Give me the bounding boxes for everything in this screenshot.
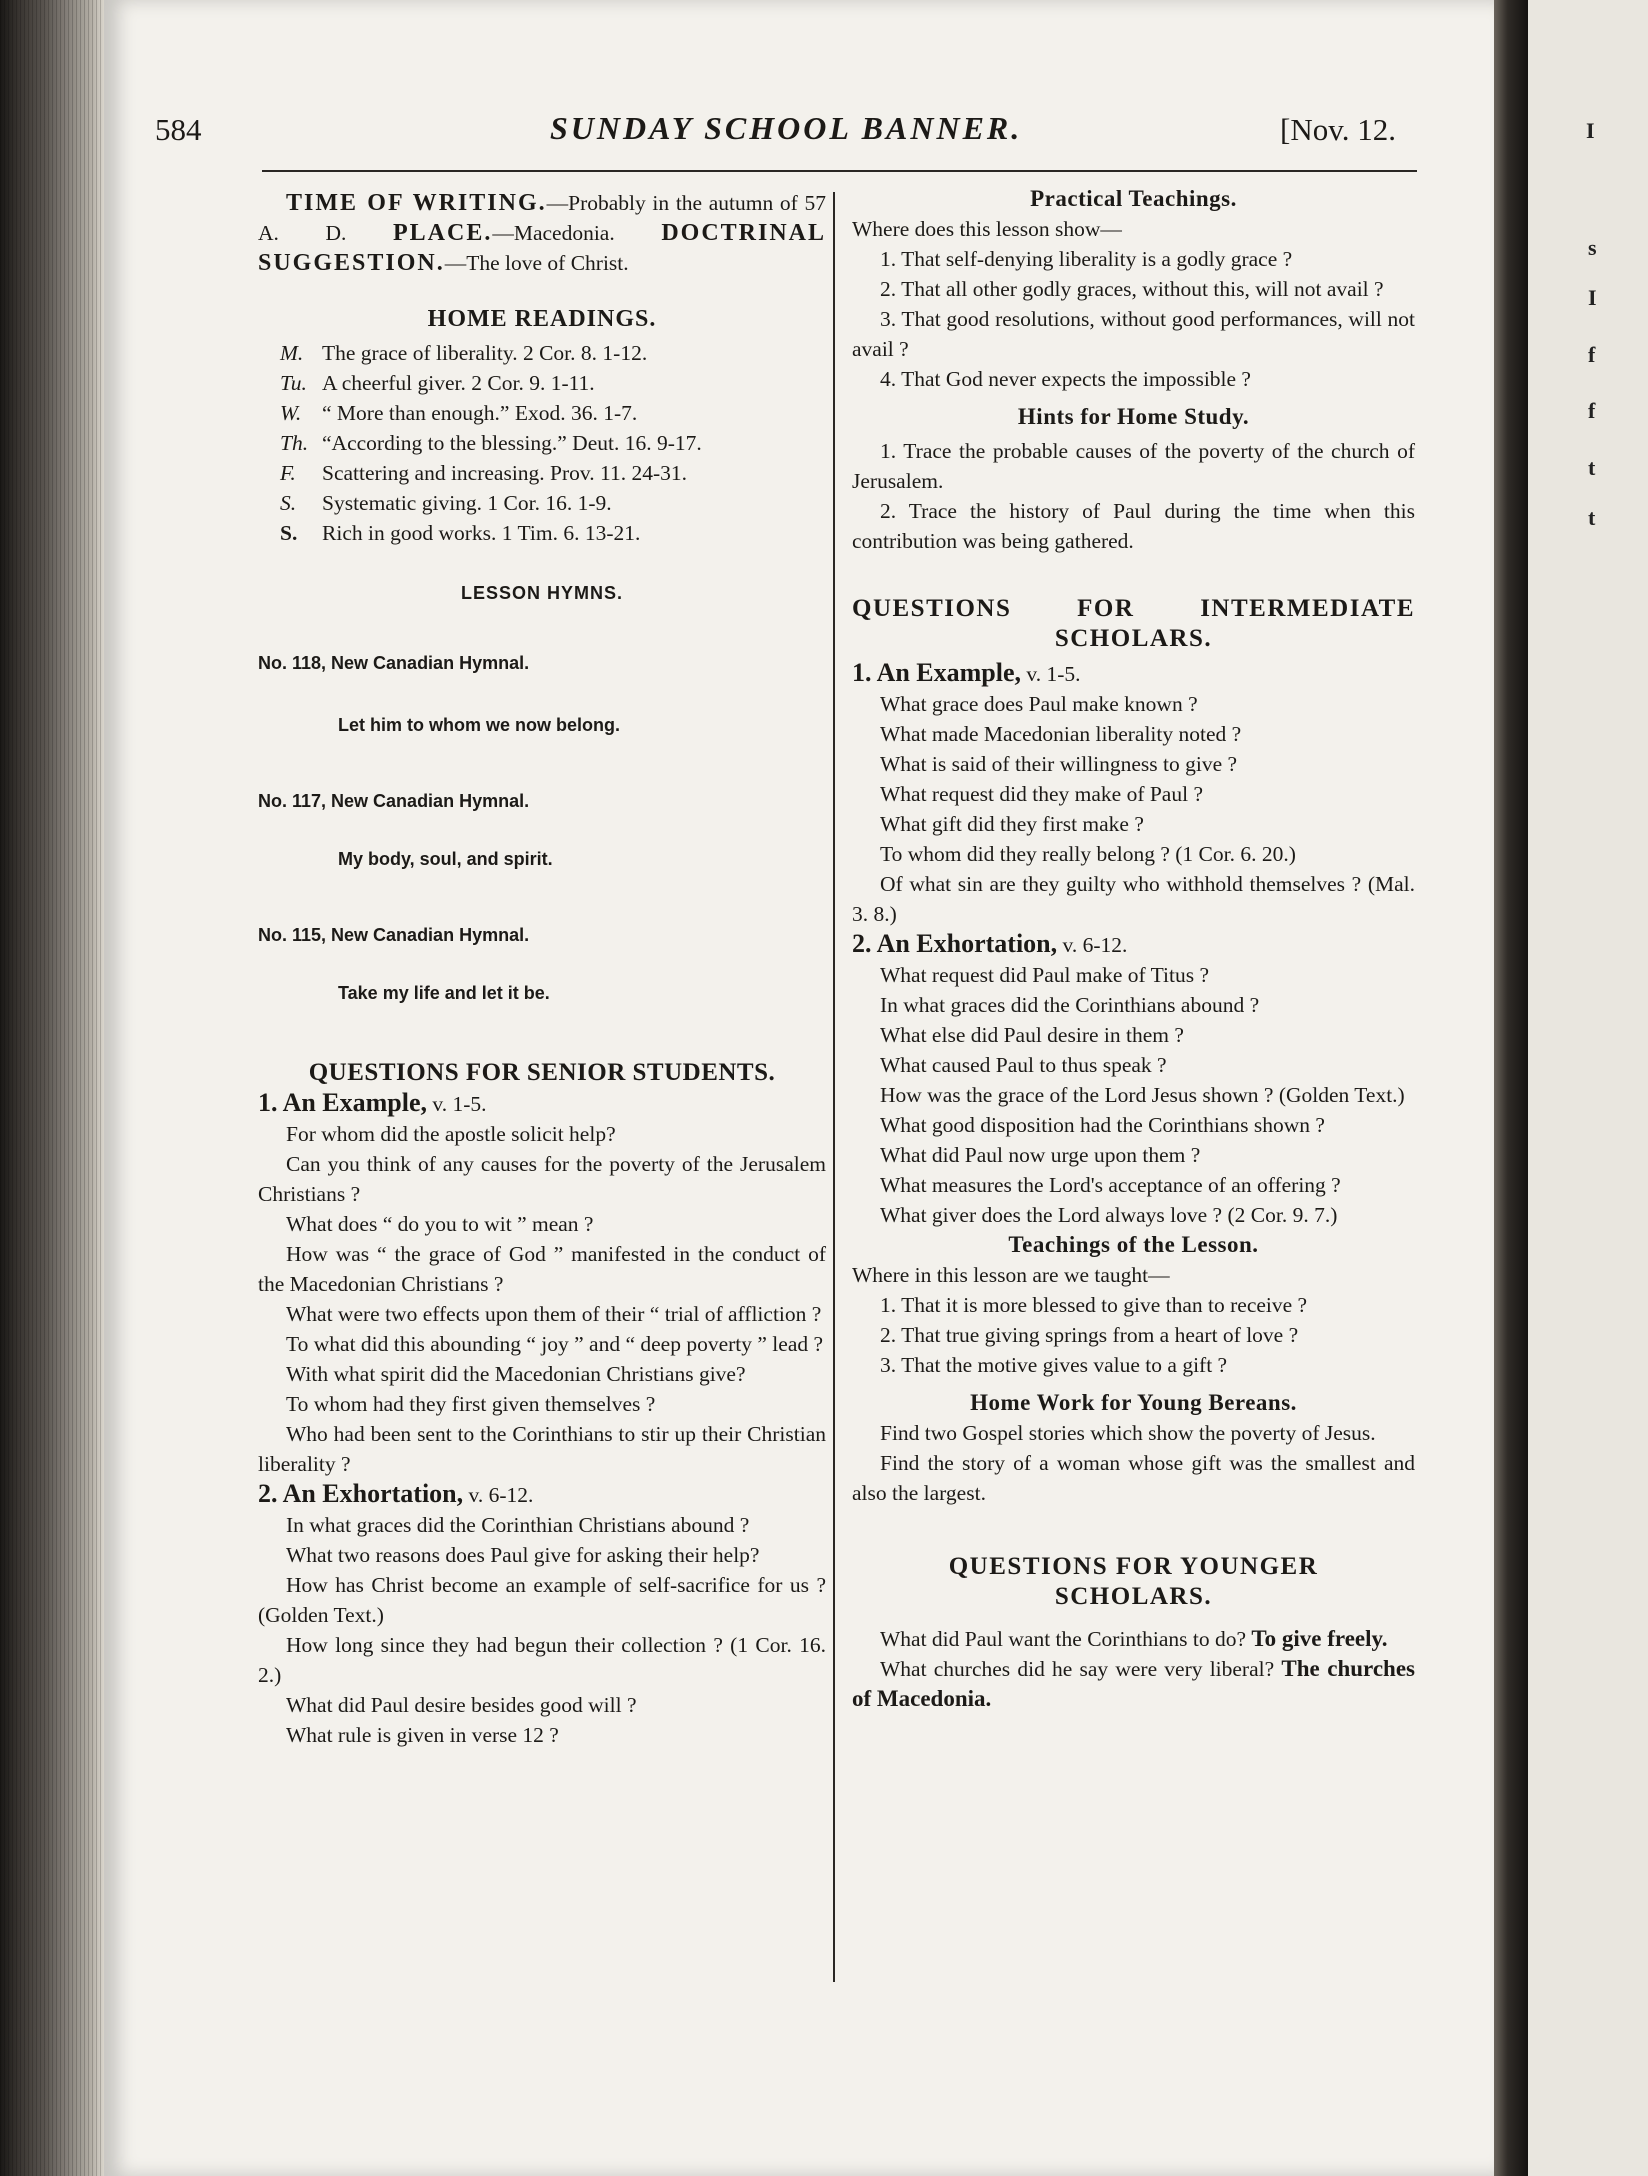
intermediate-question: What grace does Paul make known ?	[880, 692, 1198, 716]
reading-day: F.	[280, 461, 296, 485]
doctrinal-label: DOCTRINAL SUGGESTION.	[258, 220, 827, 276]
reading-text: “ More than enough.” Exod. 36. 1-7.	[322, 401, 638, 425]
younger-answer: The churches of Macedonia.	[852, 1656, 1416, 1711]
section-ref: v. 1-5.	[1021, 662, 1081, 686]
doctrinal-text: —The love of Christ.	[444, 251, 629, 275]
homework-title: Home Work for Young Bereans.	[970, 1390, 1297, 1415]
intermediate-question: Of what sin are they guilty who withhold themselves ? (Mal. 3. 8.)	[852, 872, 1415, 926]
reading-text: Rich in good works. 1 Tim. 6. 13-21.	[322, 521, 641, 545]
practical-item: 1. That self-denying liberality is a godly grace ?	[880, 247, 1293, 271]
intermediate-question: What made Macedonian liberality noted ?	[880, 722, 1242, 746]
reading-day: Th.	[280, 431, 309, 455]
page-title: SUNDAY SCHOOL BANNER.	[550, 110, 1023, 146]
younger-qa	[852, 1624, 1415, 1654]
right-column	[852, 184, 1415, 1714]
teachings-item: 1. That it is more blessed to give than to receive ?	[880, 1293, 1308, 1317]
next-page-letter: I	[1588, 285, 1597, 310]
left-column	[258, 188, 826, 1750]
reading-text: Scattering and increasing. Prov. 11. 24-31.	[322, 461, 688, 485]
reading-text: A cheerful giver. 2 Cor. 9. 1-11.	[322, 371, 595, 395]
reading-day: M.	[280, 341, 304, 365]
younger-title: QUESTIONS FOR YOUNGER	[948, 1553, 1319, 1580]
senior-question: Can you think of any causes for the poverty of the Jerusalem Christians ?	[258, 1152, 826, 1206]
intermediate-question: What did Paul now urge upon them ?	[880, 1143, 1201, 1167]
hymn-first-line: My body, soul, and spirit.	[338, 849, 553, 869]
next-page-letter: t	[1588, 505, 1596, 530]
reading-row	[258, 398, 826, 428]
column-divider	[833, 192, 835, 1982]
homework-item: Find two Gospel stories which show the poverty of Jesus.	[880, 1421, 1376, 1445]
intermediate-question: What gift did they first make ?	[880, 812, 1144, 836]
senior-section-head	[258, 1088, 826, 1119]
intermediate-title: QUESTIONS FOR INTERMEDIATE	[852, 595, 1415, 622]
intermediate-question: What is said of their willingness to give ?	[880, 752, 1238, 776]
section-head-text: 1. An Example,	[852, 658, 1022, 687]
senior-question: For whom did the apostle solicit help?	[286, 1122, 616, 1146]
homework-item: Find the story of a woman whose gift was the smallest and also the largest.	[852, 1451, 1415, 1505]
practical-item: 3. That good resolutions, without good performances, will not avail ?	[852, 307, 1415, 361]
intermediate-question: What giver does the Lord always love ? (2 Cor. 9. 7.)	[880, 1203, 1338, 1227]
reading-text: The grace of liberality. 2 Cor. 8. 1-12.	[322, 341, 648, 365]
younger-question: What did Paul want the Corinthians to do?	[880, 1627, 1247, 1651]
reading-row	[258, 488, 826, 518]
reading-day: W.	[280, 401, 302, 425]
hints-item: 1. Trace the probable causes of the poverty of the church of Jerusalem.	[852, 439, 1415, 493]
intermediate-question: What else did Paul desire in them ?	[880, 1023, 1184, 1047]
senior-question: How long since they had begun their collection ? (1 Cor. 16. 2.)	[258, 1633, 826, 1687]
next-page-letter: f	[1588, 398, 1596, 423]
practical-title: Practical Teachings.	[1030, 186, 1237, 211]
next-page-letter: t	[1588, 455, 1596, 480]
page-date: [Nov. 12.	[1280, 112, 1396, 147]
home-readings-title: HOME READINGS.	[427, 306, 657, 332]
book-gutter	[1494, 0, 1528, 2176]
practical-item: 4. That God never expects the impossible ?	[880, 367, 1251, 391]
page-number: 584	[155, 112, 202, 147]
senior-question: In what graces did the Corinthian Christians abound ?	[286, 1513, 750, 1537]
next-page-letter: s	[1588, 235, 1597, 260]
intermediate-question: What request did Paul make of Titus ?	[880, 963, 1210, 987]
hymn-number: No. 115, New Canadian Hymnal.	[258, 925, 530, 945]
senior-title: QUESTIONS FOR SENIOR STUDENTS.	[308, 1059, 776, 1086]
intermediate-question: In what graces did the Corinthians abound ?	[880, 993, 1260, 1017]
reading-row	[258, 428, 826, 458]
intermediate-question: To whom did they really belong ? (1 Cor. 6. 20.)	[880, 842, 1296, 866]
younger-answer: To give freely.	[1251, 1626, 1388, 1651]
section-ref: v. 1-5.	[427, 1092, 487, 1116]
hymn-number: No. 117, New Canadian Hymnal.	[258, 791, 530, 811]
reading-row	[258, 458, 826, 488]
intermediate-title-2: SCHOLARS.	[1054, 625, 1213, 652]
intermediate-section-head	[852, 929, 1415, 960]
senior-question: How was “ the grace of God ” manifested in the conduct of the Macedonian Christians ?	[258, 1242, 826, 1296]
intermediate-question: How was the grace of the Lord Jesus shown ? (Golden Text.)	[880, 1083, 1405, 1107]
hymn-number: No. 118, New Canadian Hymnal.	[258, 653, 530, 673]
hints-title: Hints for Home Study.	[1017, 404, 1250, 429]
younger-qa	[852, 1654, 1415, 1714]
senior-question: What did Paul desire besides good will ?	[286, 1693, 637, 1717]
teachings-intro: Where in this lesson are we taught—	[852, 1263, 1170, 1287]
section-head-text: 2. An Exhortation,	[258, 1479, 464, 1508]
home-readings-list	[258, 338, 826, 548]
intermediate-question: What good disposition had the Corinthians shown ?	[880, 1113, 1325, 1137]
reading-day: Tu.	[280, 371, 307, 395]
senior-question: Who had been sent to the Corinthians to stir up their Christian liberality ?	[258, 1422, 826, 1476]
teachings-item: 3. That the motive gives value to a gift ?	[880, 1353, 1228, 1377]
younger-title-2: SCHOLARS.	[1054, 1583, 1213, 1610]
senior-question: With what spirit did the Macedonian Christians give?	[286, 1362, 746, 1386]
next-page-letter: f	[1588, 342, 1596, 367]
place-text: —Macedonia.	[492, 221, 615, 245]
next-page-letter: I	[1586, 118, 1595, 143]
reading-row	[258, 518, 826, 548]
intermediate-section-head	[852, 658, 1415, 689]
practical-item: 2. That all other godly graces, without this, will not avail ?	[880, 277, 1384, 301]
reading-day: S.	[280, 521, 298, 545]
reading-row	[258, 368, 826, 398]
hymn-first-line: Let him to whom we now belong.	[338, 715, 620, 735]
senior-question: What does “ do you to wit ” mean ?	[286, 1212, 594, 1236]
header-rule	[262, 170, 1417, 172]
section-head-text: 2. An Exhortation,	[852, 929, 1058, 958]
section-head-text: 1. An Example,	[258, 1088, 428, 1117]
teachings-item: 2. That true giving springs from a heart of love ?	[880, 1323, 1299, 1347]
practical-intro: Where does this lesson show—	[852, 217, 1122, 241]
intermediate-question: What measures the Lord's acceptance of an offering ?	[880, 1173, 1341, 1197]
hints-item: 2. Trace the history of Paul during the time when this contribution was being gathered.	[852, 499, 1415, 553]
place-label: PLACE.	[393, 220, 493, 246]
intermediate-question: What request did they make of Paul ?	[880, 782, 1203, 806]
senior-question: What were two effects upon them of their “ trial of affliction ?	[286, 1302, 822, 1326]
hymn-first-line: Take my life and let it be.	[338, 983, 550, 1003]
section-ref: v. 6-12.	[463, 1483, 534, 1507]
teachings-title: Teachings of the Lesson.	[1008, 1232, 1259, 1257]
senior-section-head	[258, 1479, 826, 1510]
reading-text: Systematic giving. 1 Cor. 16. 1-9.	[322, 491, 612, 515]
section-ref: v. 6-12.	[1057, 933, 1128, 957]
reading-row	[258, 338, 826, 368]
senior-question: To whom had they first given themselves ?	[286, 1392, 656, 1416]
senior-question: How has Christ become an example of self-sacrifice for us ? (Golden Text.)	[258, 1573, 826, 1627]
younger-question: What churches did he say were very liberal?	[880, 1657, 1275, 1681]
reading-day: S.	[280, 491, 297, 515]
senior-question: What rule is given in verse 12 ?	[286, 1723, 559, 1747]
senior-question: What two reasons does Paul give for asking their help?	[286, 1543, 760, 1567]
spine-page-edges	[0, 0, 104, 2176]
time-label: TIME OF WRITING.	[286, 190, 547, 216]
lesson-hymns-title: LESSON HYMNS.	[460, 583, 624, 603]
reading-text: “According to the blessing.” Deut. 16. 9-17.	[322, 431, 702, 455]
intermediate-question: What caused Paul to thus speak ?	[880, 1053, 1167, 1077]
lesson-intro	[258, 188, 826, 278]
senior-question: To what did this abounding “ joy ” and “ deep poverty ” lead ?	[286, 1332, 824, 1356]
time-text: —Probably in the autumn of 57 A. D.	[258, 191, 826, 245]
next-page-edge	[1528, 0, 1648, 2176]
